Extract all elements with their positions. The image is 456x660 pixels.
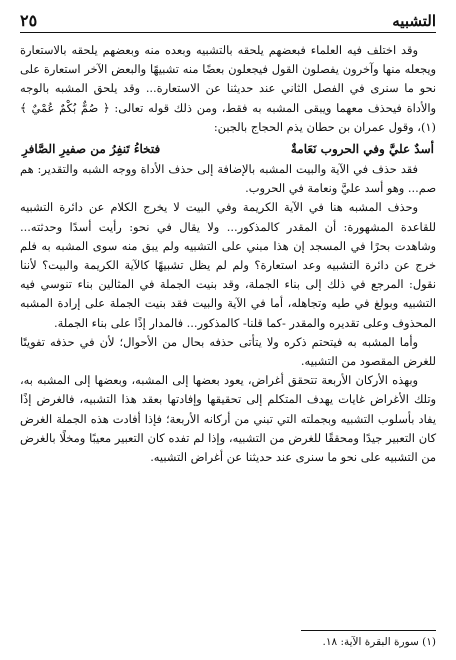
body-text <box>20 41 436 467</box>
footnote: (١) سورة البقرة الآية: ١٨. <box>322 636 436 648</box>
footnote-divider <box>301 630 436 631</box>
paragraph-4: وأما المشبه به فيتحتم ذكره ولا يتأتى حذفه بحال من الأحوال؛ لأن في حذفه تفويتًا للغرض المقصود من التشبيه. <box>20 334 436 369</box>
paragraph-5: وبهذه الأركان الأربعة تتحقق أغراض، يعود بعضها إلى المشبه، وبعضها إلى المشبه به، وتلك الأغراض غايات يهدف المتكلم إلى تحقيقها وإفادتها بعقد هذا التشبيه، فالغرض إذًا يفاد بأسلوب التشبيه وبجملته التي تبني من أركانه الأربعة؛ فإذا أفادت هذه الجملة الغرض كان التعبير جيدًا ومحققًا للغرض من التشبيه، وإذا لم تفده كان التعبير معيبًا ومخلًا بالغرض من التشبيه على نحو ما سنرى عند حديثنا عن أغراض التشبيه. <box>20 373 436 465</box>
page-number: ٢٥ <box>20 11 38 30</box>
paragraph-3: وحذف المشبه هنا في الآية الكريمة وفي البيت لا يخرج الكلام عن دائرة التشبيه للقاعدة المشهورة: أن المقدر كالمذكور... ولا يقال في نحو: رأيت أسدًا وحدثته... وشاهدت بحرًا في المسجد إن هذا مبني على التشبيه ولم يبق منه سوى المشبه به فلم خرج عن دائرة التشبيه وعد استعارة؟ ولم لم يظل تشبيهًا كالآية الكريمة والبيت؟ لأننا نقول: المرجع في ذلك إلى بناء الجملة، وقد بنيت الجملة في المثالين بناء تنوسي فيه التشبيه وبولغ في طيه وتجاهله، أما في الآية والبيت فقد بنيت الجملة على إرادة المشبه المحذوف وعلى تقديره والمقدر -كما قلنا- كالمذكور... فالمدار إذًا على بناء الجملة. <box>20 200 436 330</box>
page-header <box>20 8 436 33</box>
verse-second-hemistich: فتخاءُ تَنفِرُ من صفيرِ الصَّافرِ <box>22 142 161 157</box>
running-title: التشبيه <box>392 12 436 30</box>
verse-first-hemistich: أسدٌ عليَّ وفي الحروب نَعَامةٌ <box>290 142 434 157</box>
paragraph-2: فقد حذف في الآية والبيت المشبه بالإضافة إلى حذف الأداة ووجه الشبه والتقدير: هم صم... وهو أسد عليَّ ونعامة في الحروب. <box>20 162 436 196</box>
paragraph-1: وقد اختلف فيه العلماء فبعضهم يلحقه بالتشبيه وبعده منه وبعضهم يلحقه بالاستعارة ويجعله منها وآخرون يفصلون القول فيجعلون بعضًا منه تشبيهًا والبعض الآخر استعارة على نحو ما سنرى في الفصل الثاني عند حديثنا عن الاستعارة... وقد يلحق المشبه بالوجه والأداة فيحذف معهما ويبقى المشبه به فقط، ومن ذلك قوله تعالى: ﴿ صُمٌّ بُكْمٌ عُمْيٌ ﴾ (١)، وقول عمران بن حطان يذم الحجاج بالجبن: <box>20 43 436 134</box>
poetry-verse <box>20 137 436 160</box>
